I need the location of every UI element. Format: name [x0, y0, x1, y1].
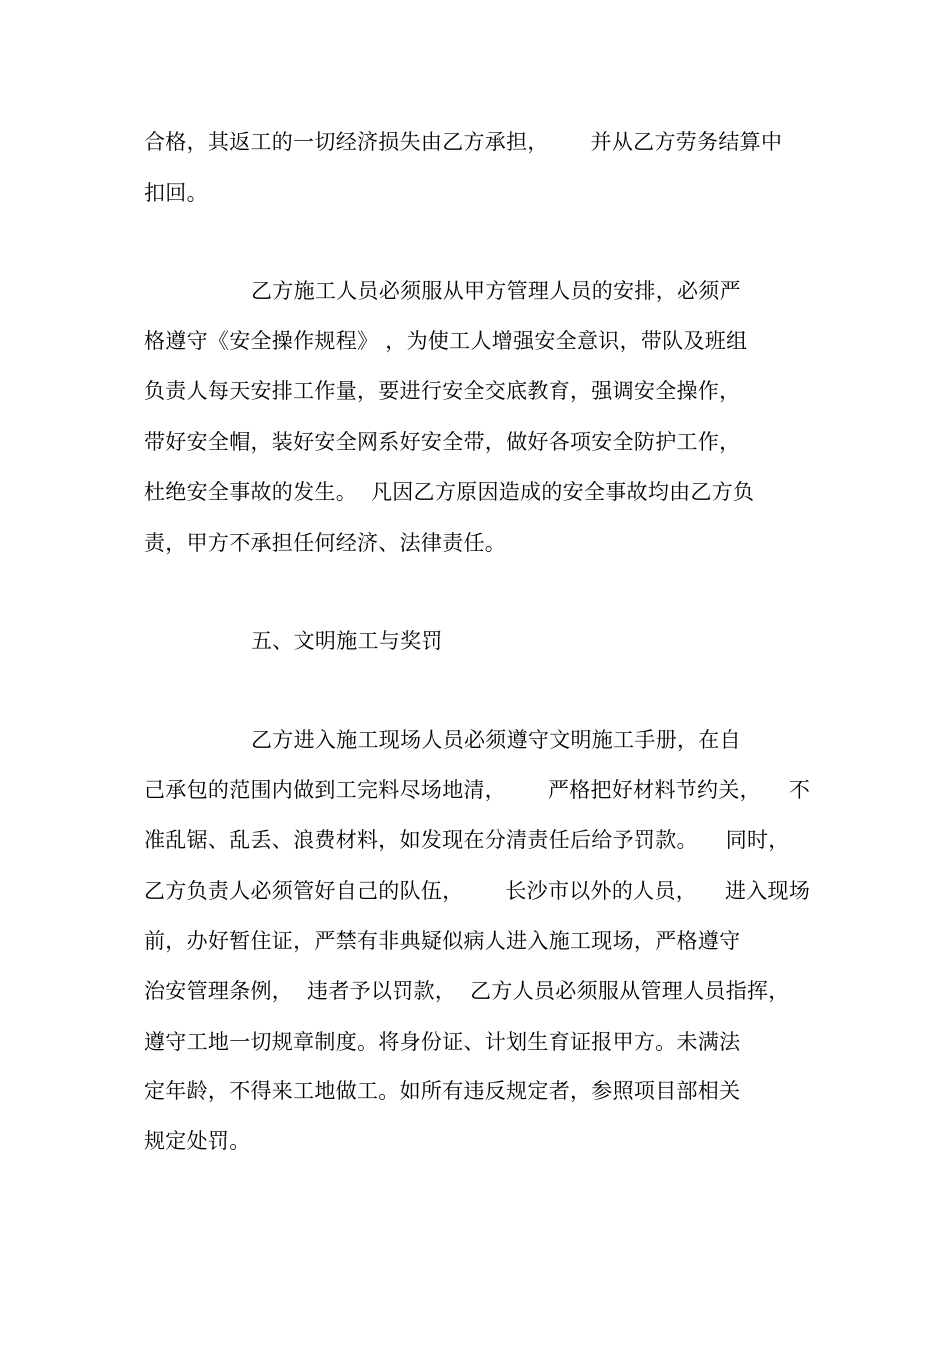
text-line: 准乱锯、乱丢、浪费材料，如发现在分清责任后给予罚款。 同时， — [144, 828, 790, 852]
text-line: 己承包的范围内做到工完料尽场地清， 严格把好材料节约关， 不 — [144, 778, 811, 802]
text-line: 格遵守《安全操作规程》 ，为使工人增强安全意识，带队及班组 — [144, 329, 748, 353]
text-line: 责，甲方不承担任何经济、法律责任。 — [144, 531, 507, 555]
text-line: 扣回。 — [144, 181, 208, 205]
text-line: 杜绝安全事故的发生。 凡因乙方原因造成的安全事故均由乙方负 — [144, 480, 755, 504]
text-line: 遵守工地一切规章制度。将身份证、计划生育证报甲方。未满法 — [144, 1030, 741, 1054]
text-line: 定年龄，不得来工地做工。如所有违反规定者，参照项目部相关 — [144, 1079, 741, 1103]
text-line: 乙方进入施工现场人员必须遵守文明施工手册，在自 — [251, 728, 741, 752]
section-heading: 五、文明施工与奖罚 — [251, 629, 443, 653]
text-line: 规定处罚。 — [144, 1129, 251, 1153]
text-line: 乙方施工人员必须服从甲方管理人员的安排，必须严 — [251, 279, 741, 303]
text-line: 带好安全帽，装好安全网系好安全带，做好各项安全防护工作， — [144, 430, 741, 454]
text-line: 乙方负责人必须管好自己的队伍， 长沙市以外的人员， 进入现场 — [144, 879, 811, 903]
text-line: 合格，其返工的一切经济损失由乙方承担， 并从乙方劳务结算中 — [144, 130, 783, 154]
text-line: 前，办好暂住证，严禁有非典疑似病人进入施工现场，严格遵守 — [144, 929, 741, 953]
text-line: 治安管理条例， 违者予以罚款， 乙方人员必须服从管理人员指挥， — [144, 979, 790, 1003]
text-line: 负责人每天安排工作量，要进行安全交底教育，强调安全操作， — [144, 379, 741, 403]
